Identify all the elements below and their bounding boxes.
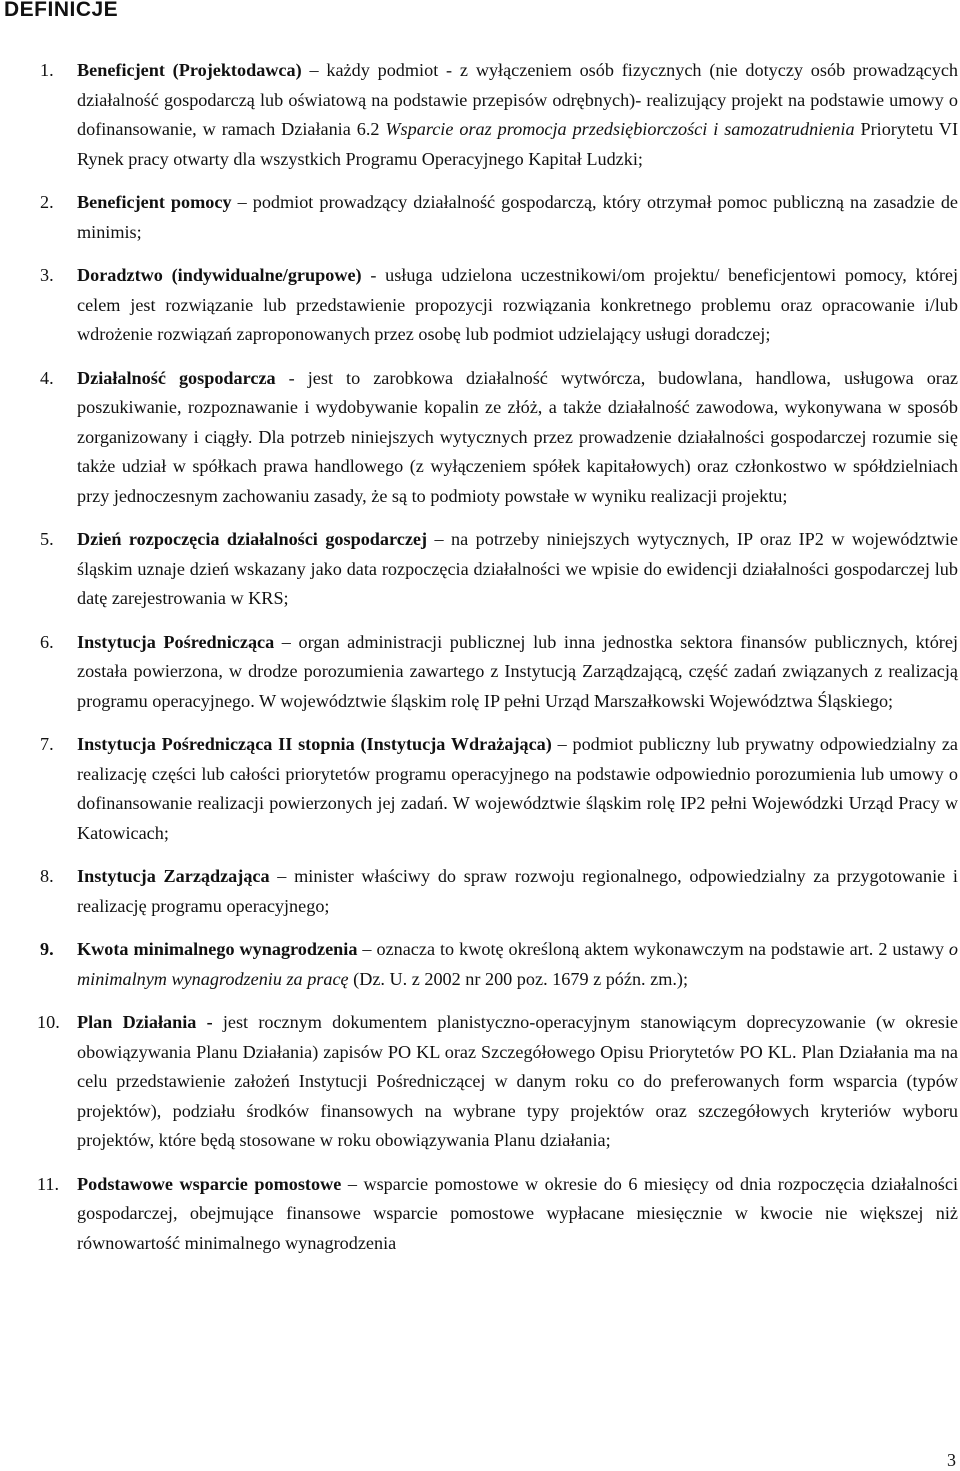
definition-number: 3. <box>40 265 54 285</box>
definition-item <box>0 1170 960 1259</box>
definition-number: 9. <box>40 939 54 959</box>
definition-text: Priorytetu VI Rynek pracy otwarty dla wszystkich Programu Operacyjnego Kapitał Ludzki; <box>77 119 959 169</box>
definition-number: 4. <box>40 367 54 388</box>
definition-text: - jest to zarobkowa działalność wytwórcza, budowlana, handlowa, usługowa oraz poszukiwanie, rozpoznawanie i wydobywanie kopalin ze złóż, a także działalność zawodowa, wykonywana w sposób zorganizowany i ciągły. Dla potrzeb niniejszych wytycznych przez prowadzenie działalności gospodarczej rozumie się także udział w spółkach prawa handlowego (z wyłączeniem spółek kapitałowych) oraz członkostwo w spółdzielniach przy jednoczesnym zachowaniu zasady, że są to podmioty powstałe w wyniku realizacji projektu; <box>77 367 959 506</box>
definition-item <box>0 935 960 994</box>
definition-number: 6. <box>40 631 54 652</box>
definition-number: 8. <box>40 866 54 886</box>
definition-number: 2. <box>40 192 54 212</box>
definition-number: 5. <box>40 529 54 549</box>
definition-term: Kwota minimalnego wynagrodzenia <box>77 939 358 959</box>
definition-item <box>0 525 960 614</box>
definition-term: Beneficjent (Projektodawca) <box>77 60 302 80</box>
definition-term: Instytucja Pośrednicząca II stopnia (Instytucja Wdrażająca) <box>77 734 552 754</box>
definition-term: Beneficjent pomocy <box>77 192 232 212</box>
definition-number: 11. <box>37 1173 60 1194</box>
definition-text: jest rocznym dokumentem planistyczno-operacyjnym stanowiącym doprecyzowanie (w okresie obowiązywania Planu Działania) zapisów PO KL oraz Szczegółowego Opisu Priorytetów PO KL. Plan Działania ma na celu przedstawienie założeń Instytucji Pośredniczącej w danym roku co do preferowanych form wsparcia (typów projektów), podziału środków finansowych na wybrane typy projektów oraz szczegółowych kryteriów wyboru projektów, które będą stosowane w roku obowiązywania Planu działania; <box>77 1012 958 1150</box>
definition-text: – wsparcie pomostowe w okresie do 6 miesięcy od dnia rozpoczęcia działalności gospodarczej, obejmujące finansowe wsparcie pomostowe wypłacane miesięcznie w kwocie nie większej niż równowartość minimalnego wynagrodzenia <box>77 1173 958 1253</box>
definitions-list <box>0 56 960 1272</box>
definition-text: - usługa udzielona uczestnikowi/om projektu/ beneficjentowi pomocy, której celem jest rozwiązanie lub przedstawienie propozycji rozwiązania konkretnego problemu oraz opracowanie i/lub wdrożenie rozwiązań zaproponowanych przez osobę lub podmiot udzielający usługi doradczej; <box>77 265 958 344</box>
definition-item <box>0 261 960 350</box>
definition-text: – organ administracji publicznej lub inna jednostka sektora finansów publicznych, której została powierzona, w drodze porozumienia zawartego z Instytucją Zarządzającą, część zadań związanych z realizacją programu operacyjnego. W województwie śląskim rolę IP pełni Urząd Marszałkowski Województwa Śląskiego; <box>77 631 958 711</box>
definition-italic-text: o minimalnym wynagrodzeniu za pracę <box>77 939 958 989</box>
definition-term: Podstawowe wsparcie pomostowe <box>77 1173 342 1194</box>
definition-italic-text: Wsparcie oraz promocja przedsiębiorczości i samozatrudnienia <box>385 119 855 139</box>
definition-number: 7. <box>40 734 54 754</box>
definition-term: Doradztwo (indywidualne/grupowe) <box>77 265 362 285</box>
definition-item <box>0 364 960 512</box>
definition-item <box>0 56 960 174</box>
definition-text: – oznacza to kwotę określoną aktem wykonawczym na podstawie art. 2 ustawy <box>357 939 949 959</box>
definition-item <box>0 188 960 247</box>
definition-item <box>0 862 960 921</box>
definition-item <box>0 628 960 717</box>
page-title: DEFINICJE <box>4 0 119 21</box>
definition-text: – podmiot prowadzący działalność gospodarczą, który otrzymał pomoc publiczną na zasadzie de minimis; <box>77 192 959 242</box>
definition-term: Działalność gospodarcza <box>77 367 276 388</box>
definition-text: – podmiot publiczny lub prywatny odpowiedzialny za realizację części lub całości priorytetów programu operacyjnego na podstawie odpowiednio porozumienia lub umowy o dofinansowanie realizacji powierzonych jej zadań. W województwie śląskim rolę IP2 pełni Wojewódzki Urząd Pracy w Katowicach; <box>77 734 958 843</box>
definition-text: – na potrzeby niniejszych wytycznych, IP oraz IP2 w województwie śląskim uznaje dzień wskazany jako data rozpoczęcia działalności we wpisie do ewidencji działalności gospodarczej lub datę zarejestrowania w KRS; <box>77 529 958 608</box>
definition-number: 1. <box>40 60 54 80</box>
definition-number: 10. <box>37 1012 60 1032</box>
definition-text: – minister właściwy do spraw rozwoju regionalnego, odpowiedzialny za przygotowanie i realizację programu operacyjnego; <box>77 866 958 916</box>
definition-term: Instytucja Pośrednicząca <box>77 631 275 652</box>
definition-term: Plan Działania - <box>77 1012 213 1032</box>
definition-text: (Dz. U. z 2002 nr 200 poz. 1679 z późn. zm.); <box>348 968 689 989</box>
definition-item <box>0 1008 960 1156</box>
definition-text: – każdy podmiot - z wyłączeniem osób fizycznych (nie dotyczy osób prowadzących działalność gospodarczą lub oświatową na podstawie przepisów odrębnych)- realizujący projekt na podstawie umowy o dofinansowanie, w ramach Działania 6.2 <box>77 60 958 139</box>
page-number: 3 <box>947 1450 956 1470</box>
definition-term: Instytucja Zarządzająca <box>77 866 270 886</box>
definition-term: Dzień rozpoczęcia działalności gospodarczej <box>77 529 428 549</box>
definition-item <box>0 730 960 848</box>
